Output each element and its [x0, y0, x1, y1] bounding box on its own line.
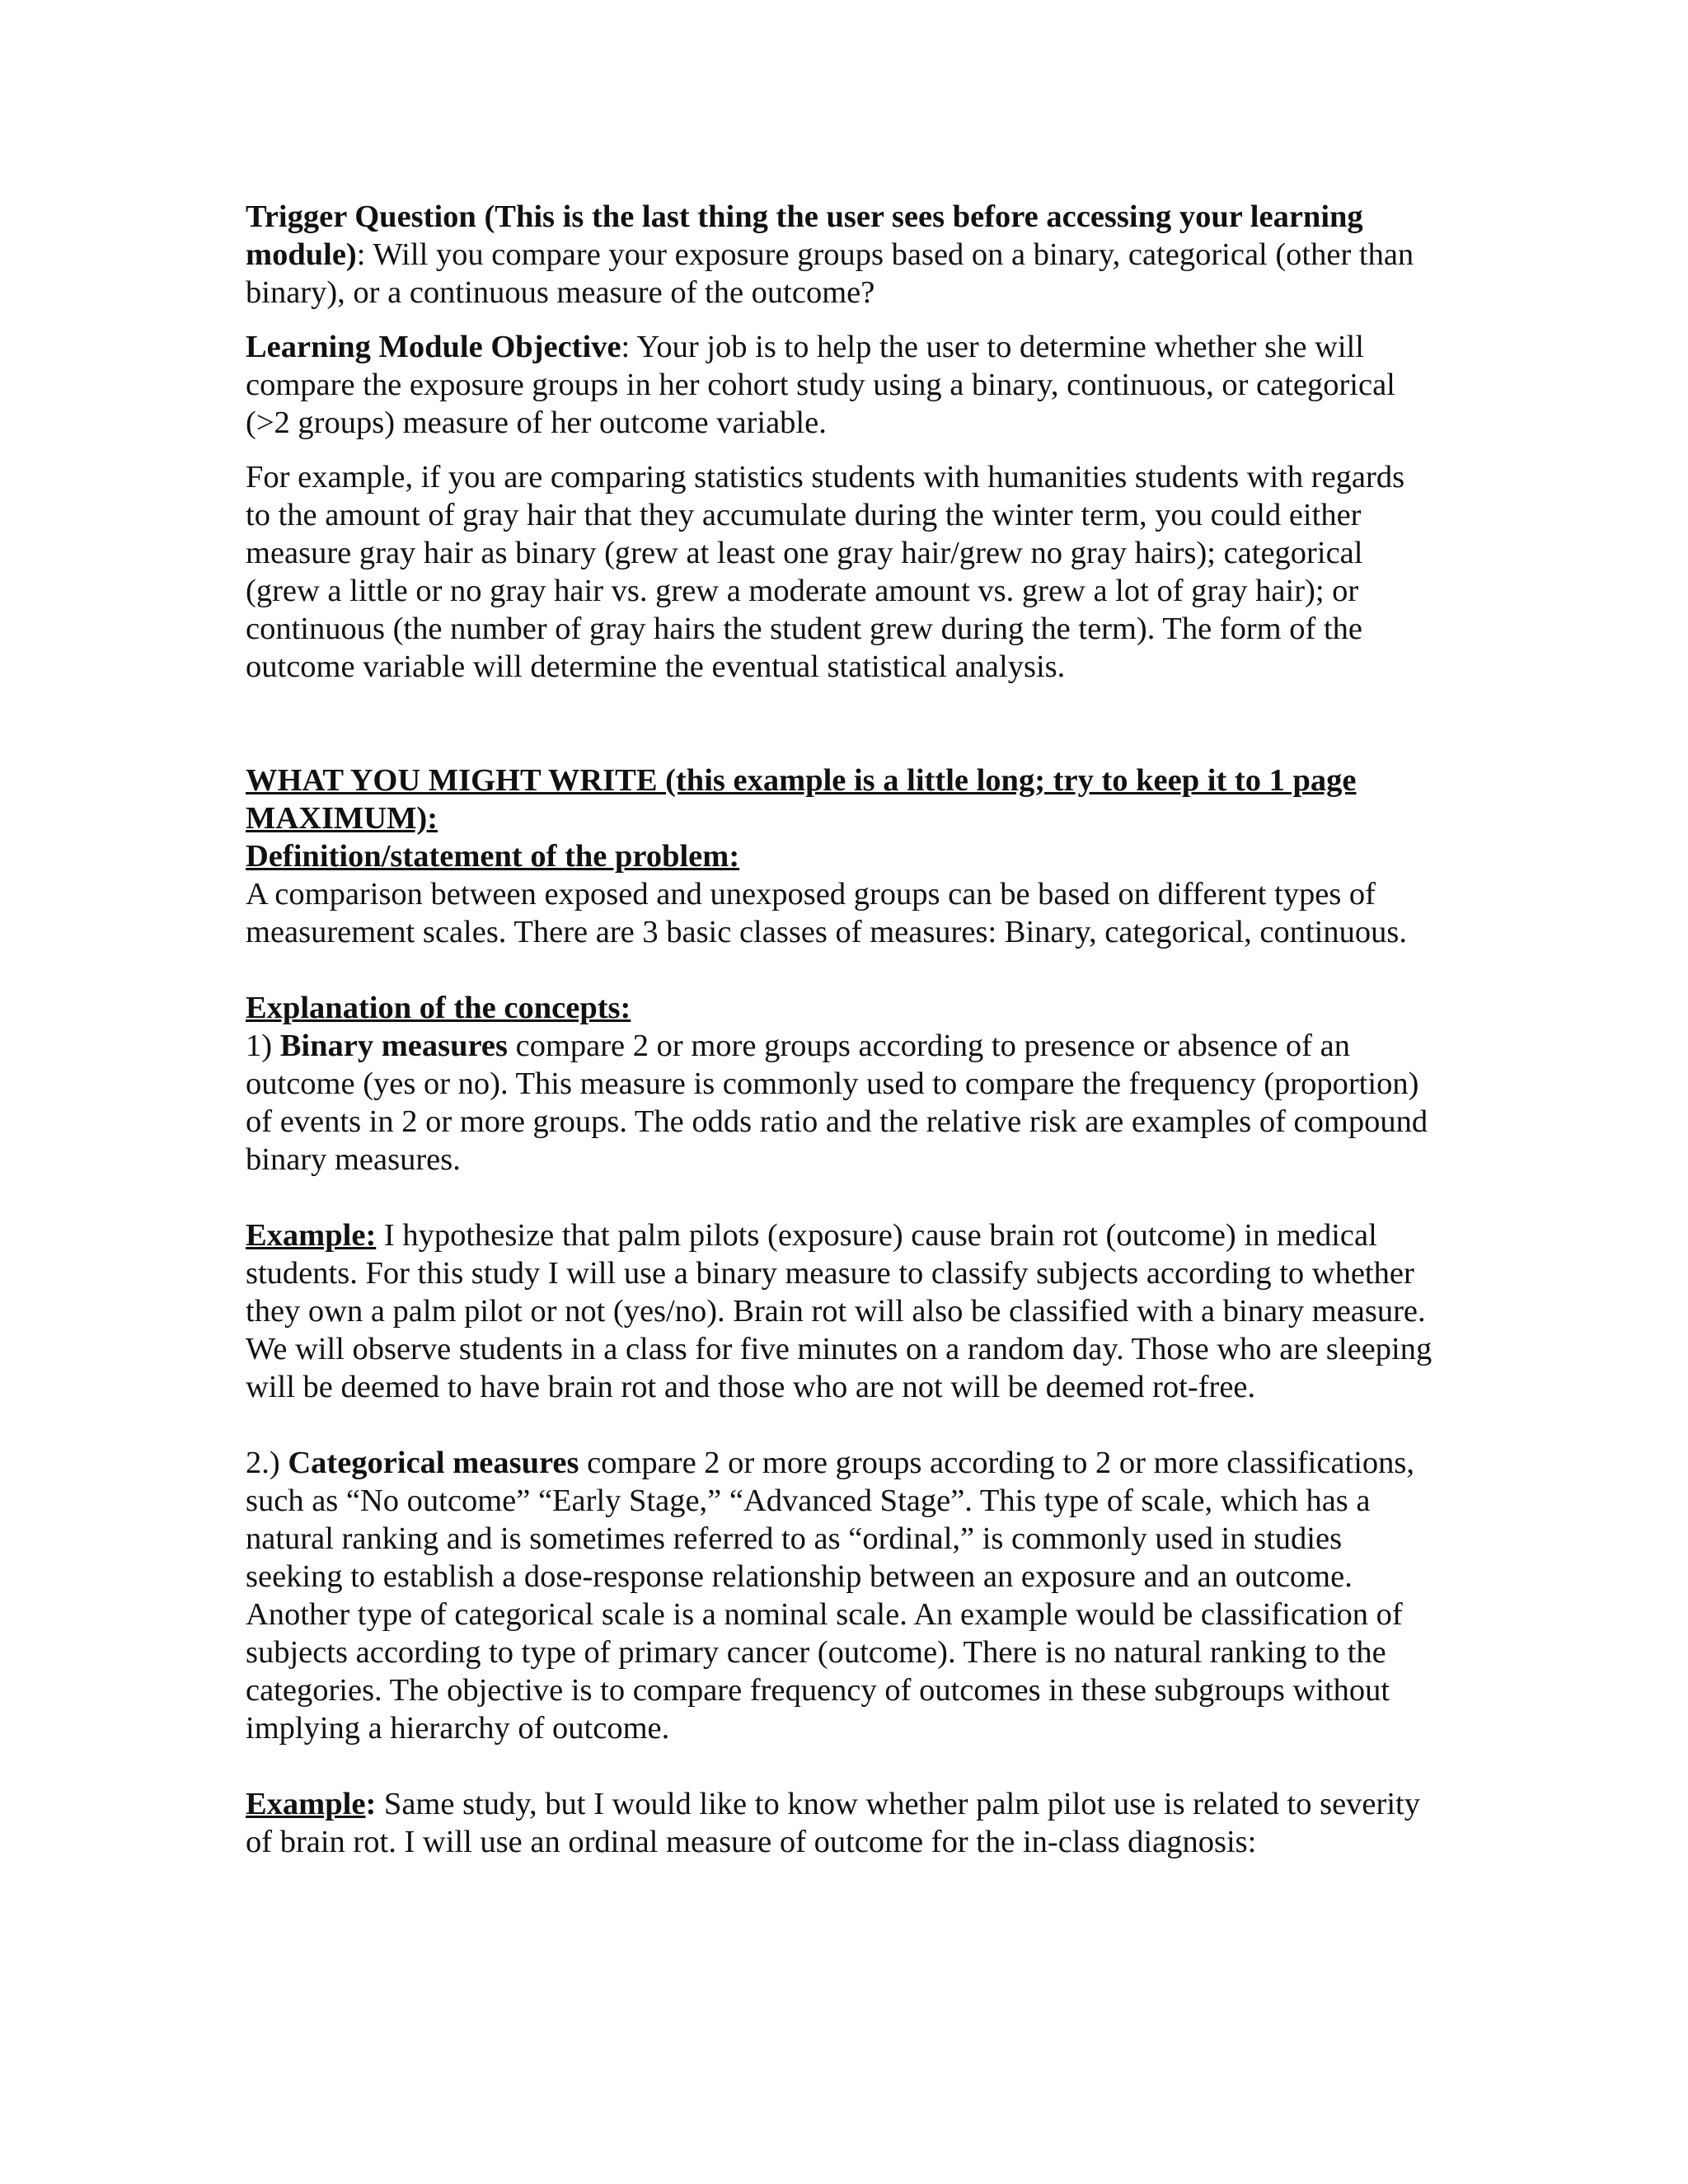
what-you-might-write-heading	[246, 762, 1432, 837]
document-body	[246, 198, 1432, 1861]
write-heading-text: WHAT YOU MIGHT WRITE (this example is a little long; try to keep it to 1 page MAXIMUM):	[246, 763, 1357, 836]
categorical-example-paragraph	[246, 1785, 1432, 1861]
binary-prefix: 1)	[246, 1029, 280, 1063]
categorical-example-label: Example	[246, 1787, 366, 1821]
categorical-prefix: 2.)	[246, 1446, 288, 1480]
categorical-example-colon: :	[365, 1787, 377, 1821]
learning-module-objective	[246, 328, 1432, 442]
categorical-term: Categorical measures	[288, 1446, 579, 1480]
trigger-question	[246, 198, 1432, 312]
objective-text: : Your job is to help the user to determine whether she will compare the exposure groups in her cohort study using a binary, continuous, or categorical (>2 groups) measure of her outcome variable.	[246, 330, 1395, 440]
categorical-text: compare 2 or more groups according to 2 or more classifications, such as “No outcome” “Early Stage,” “Advanced Stage”. This type of scale, which has a natural ranking and is sometimes referred to as “ordinal,” is commonly used in studies seeking to establish a dose-response relationship between an exposure and an outcome. Another type of categorical scale is a nominal scale. An example would be classification of subjects according to type of primary cancer (outcome). There is no natural ranking to the categories. The objective is to compare frequency of outcomes in these subgroups without implying a hierarchy of outcome.	[246, 1446, 1415, 1746]
binary-text: compare 2 or more groups according to presence or absence of an outcome (yes or no). This measure is commonly used to compare the frequency (proportion) of events in 2 or more groups. The odds ratio and the relative risk are examples of compound binary measures.	[246, 1029, 1428, 1177]
binary-example-paragraph	[246, 1216, 1432, 1406]
binary-term: Binary measures	[279, 1029, 508, 1063]
definition-heading-text: Definition/statement of the problem:	[246, 839, 740, 874]
definition-heading	[246, 837, 1432, 875]
trigger-question-label: Trigger Question (This is the last thing the user sees before accessing your learning module)	[246, 199, 1363, 272]
categorical-example-text: Same study, but I would like to know whether palm pilot use is related to severity of brain rot. I will use an ordinal measure of outcome for the in-class diagnosis:	[246, 1787, 1420, 1859]
binary-example-text: I hypothesize that palm pilots (exposure) cause brain rot (outcome) in medical students. For this study I will use a binary measure to classify subjects according to whether they own a palm pilot or not (yes/no). Brain rot will also be classified with a binary measure. We will observe students in a class for five minutes on a random day. Those who are sleeping will be deemed to have brain rot and those who are not will be deemed rot-free.	[246, 1218, 1432, 1404]
explanation-heading	[246, 989, 1432, 1027]
definition-paragraph: A comparison between exposed and unexposed groups can be based on different types of measurement scales. There are 3 basic classes of measures: Binary, categorical, continuous.	[246, 877, 1407, 949]
categorical-measures-paragraph	[246, 1444, 1432, 1747]
objective-label: Learning Module Objective	[246, 330, 621, 364]
explanation-heading-text: Explanation of the concepts:	[246, 991, 631, 1025]
binary-measures-paragraph	[246, 1027, 1432, 1179]
intro-example-paragraph: For example, if you are comparing statistics students with humanities students with regards to the amount of gray hair that they accumulate during the winter term, you could either measure gray hair as binary (grew at least one gray hair/grew no gray hairs); categorical (grew a little or no gray hair vs. grew a moderate amount vs. grew a lot of gray hair); or continuous (the number of gray hairs the student grew during the term). The form of the outcome variable will determine the eventual statistical analysis.	[246, 460, 1405, 684]
binary-example-label: Example:	[246, 1218, 377, 1253]
trigger-question-text: : Will you compare your exposure groups based on a binary, categorical (other than binary), or a continuous measure of the outcome?	[246, 237, 1414, 310]
